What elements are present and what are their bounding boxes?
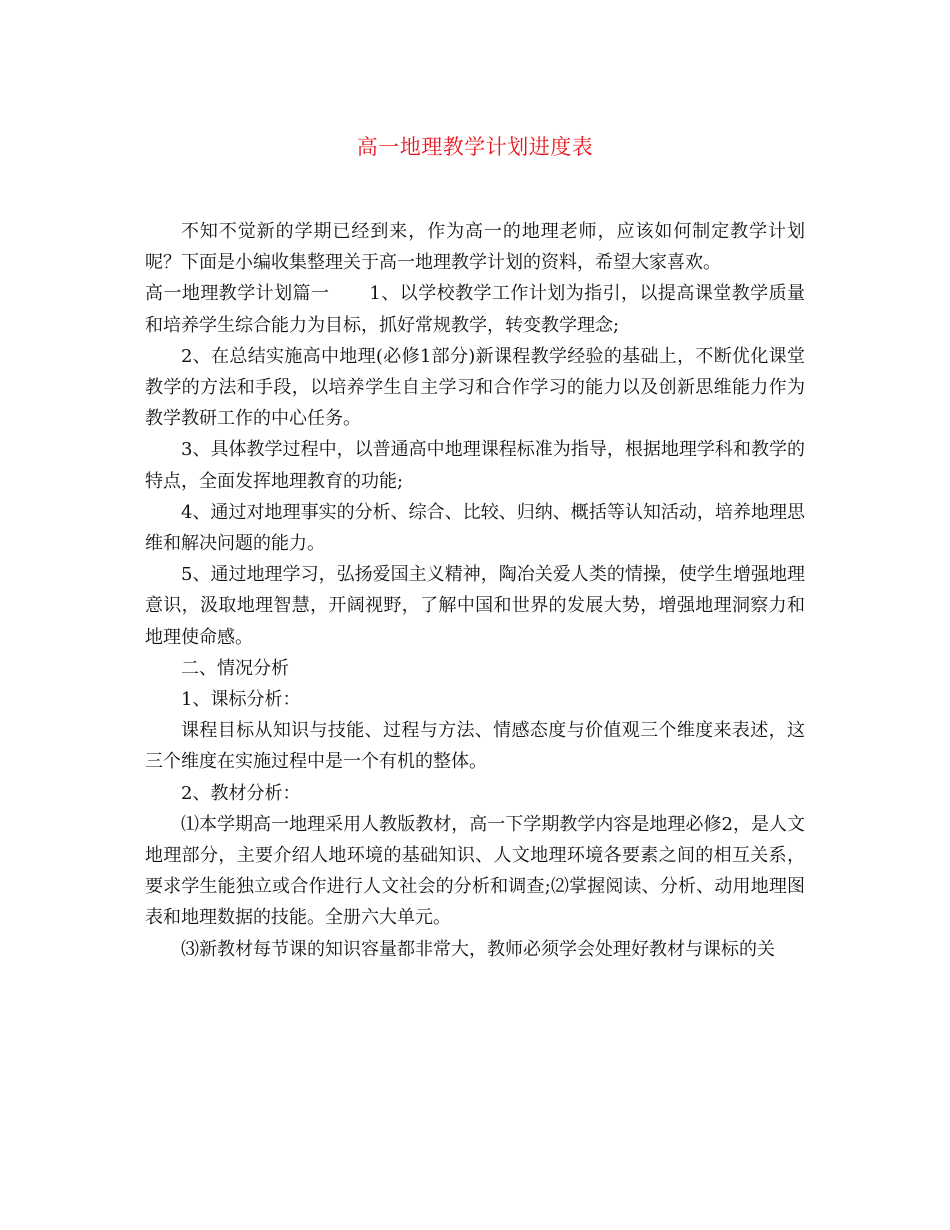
point-3: 3、具体教学过程中，以普通高中地理课程标准为指导，根据地理学科和教学的特点，全面发挥地理教育的功能; <box>145 439 805 492</box>
section-label: 高一地理教学计划篇一 <box>145 283 330 305</box>
curriculum-analysis-text: 课程目标从知识与技能、过程与方法、情感态度与价值观三个维度来表述，这三个维度在实施过程中是一个有机的整体。 <box>145 720 805 773</box>
subheading-textbook-analysis: 2、教材分析： <box>181 782 301 804</box>
document-title: 高一地理教学计划进度表 <box>356 135 594 159</box>
point-5: 5、通过地理学习，弘扬爱国主义精神，陶冶关爱人类的情操，使学生增强地理意识，汲取地理智慧，开阔视野，了解中国和世界的发展大势，增强地理洞察力和地理使命感。 <box>145 564 805 648</box>
subheading-curriculum-analysis: 1、课标分析： <box>181 689 301 711</box>
intro-paragraph: 不知不觉新的学期已经到来，作为高一的地理老师，应该如何制定教学计划呢？下面是小编收集整理关于高一地理教学计划的资料，希望大家喜欢。 <box>145 221 805 274</box>
textbook-analysis-text-3: ⑶新教材每节课的知识容量都非常大，教师必须学会处理好教材与课标的关 <box>181 938 775 960</box>
plan-section-paragraph <box>145 278 805 340</box>
textbook-analysis-text: ⑴本学期高一地理采用人教版教材，高一下学期教学内容是地理必修2，是人文地理部分，主要介绍人地环境的基础知识、人文地理环境各要素之间的相互关系，要求学生能独立或合作进行人文社会的分析和调查;⑵掌握阅读、分析、动用地理图表和地理数据的技能。全册六大单元。 <box>145 813 805 929</box>
heading-situation-analysis: 二、情况分析 <box>181 657 289 679</box>
point-1: 1、以学校教学工作计划为指引，以提高课堂教学质量和培养学生综合能力为目标，抓好常规教学，转变教学理念; <box>145 283 806 336</box>
point-4: 4、通过对地理事实的分析、综合、比较、归纳、概括等认知活动，培养地理思维和解决问题的能力。 <box>145 501 805 555</box>
document-body <box>145 216 805 965</box>
point-2: 2、在总结实施高中地理(必修1部分)新课程教学经验的基础上，不断优化课堂教学的方法和手段，以培养学生自主学习和合作学习的能力以及创新思维能力作为教学教研工作的中心任务。 <box>145 345 805 430</box>
